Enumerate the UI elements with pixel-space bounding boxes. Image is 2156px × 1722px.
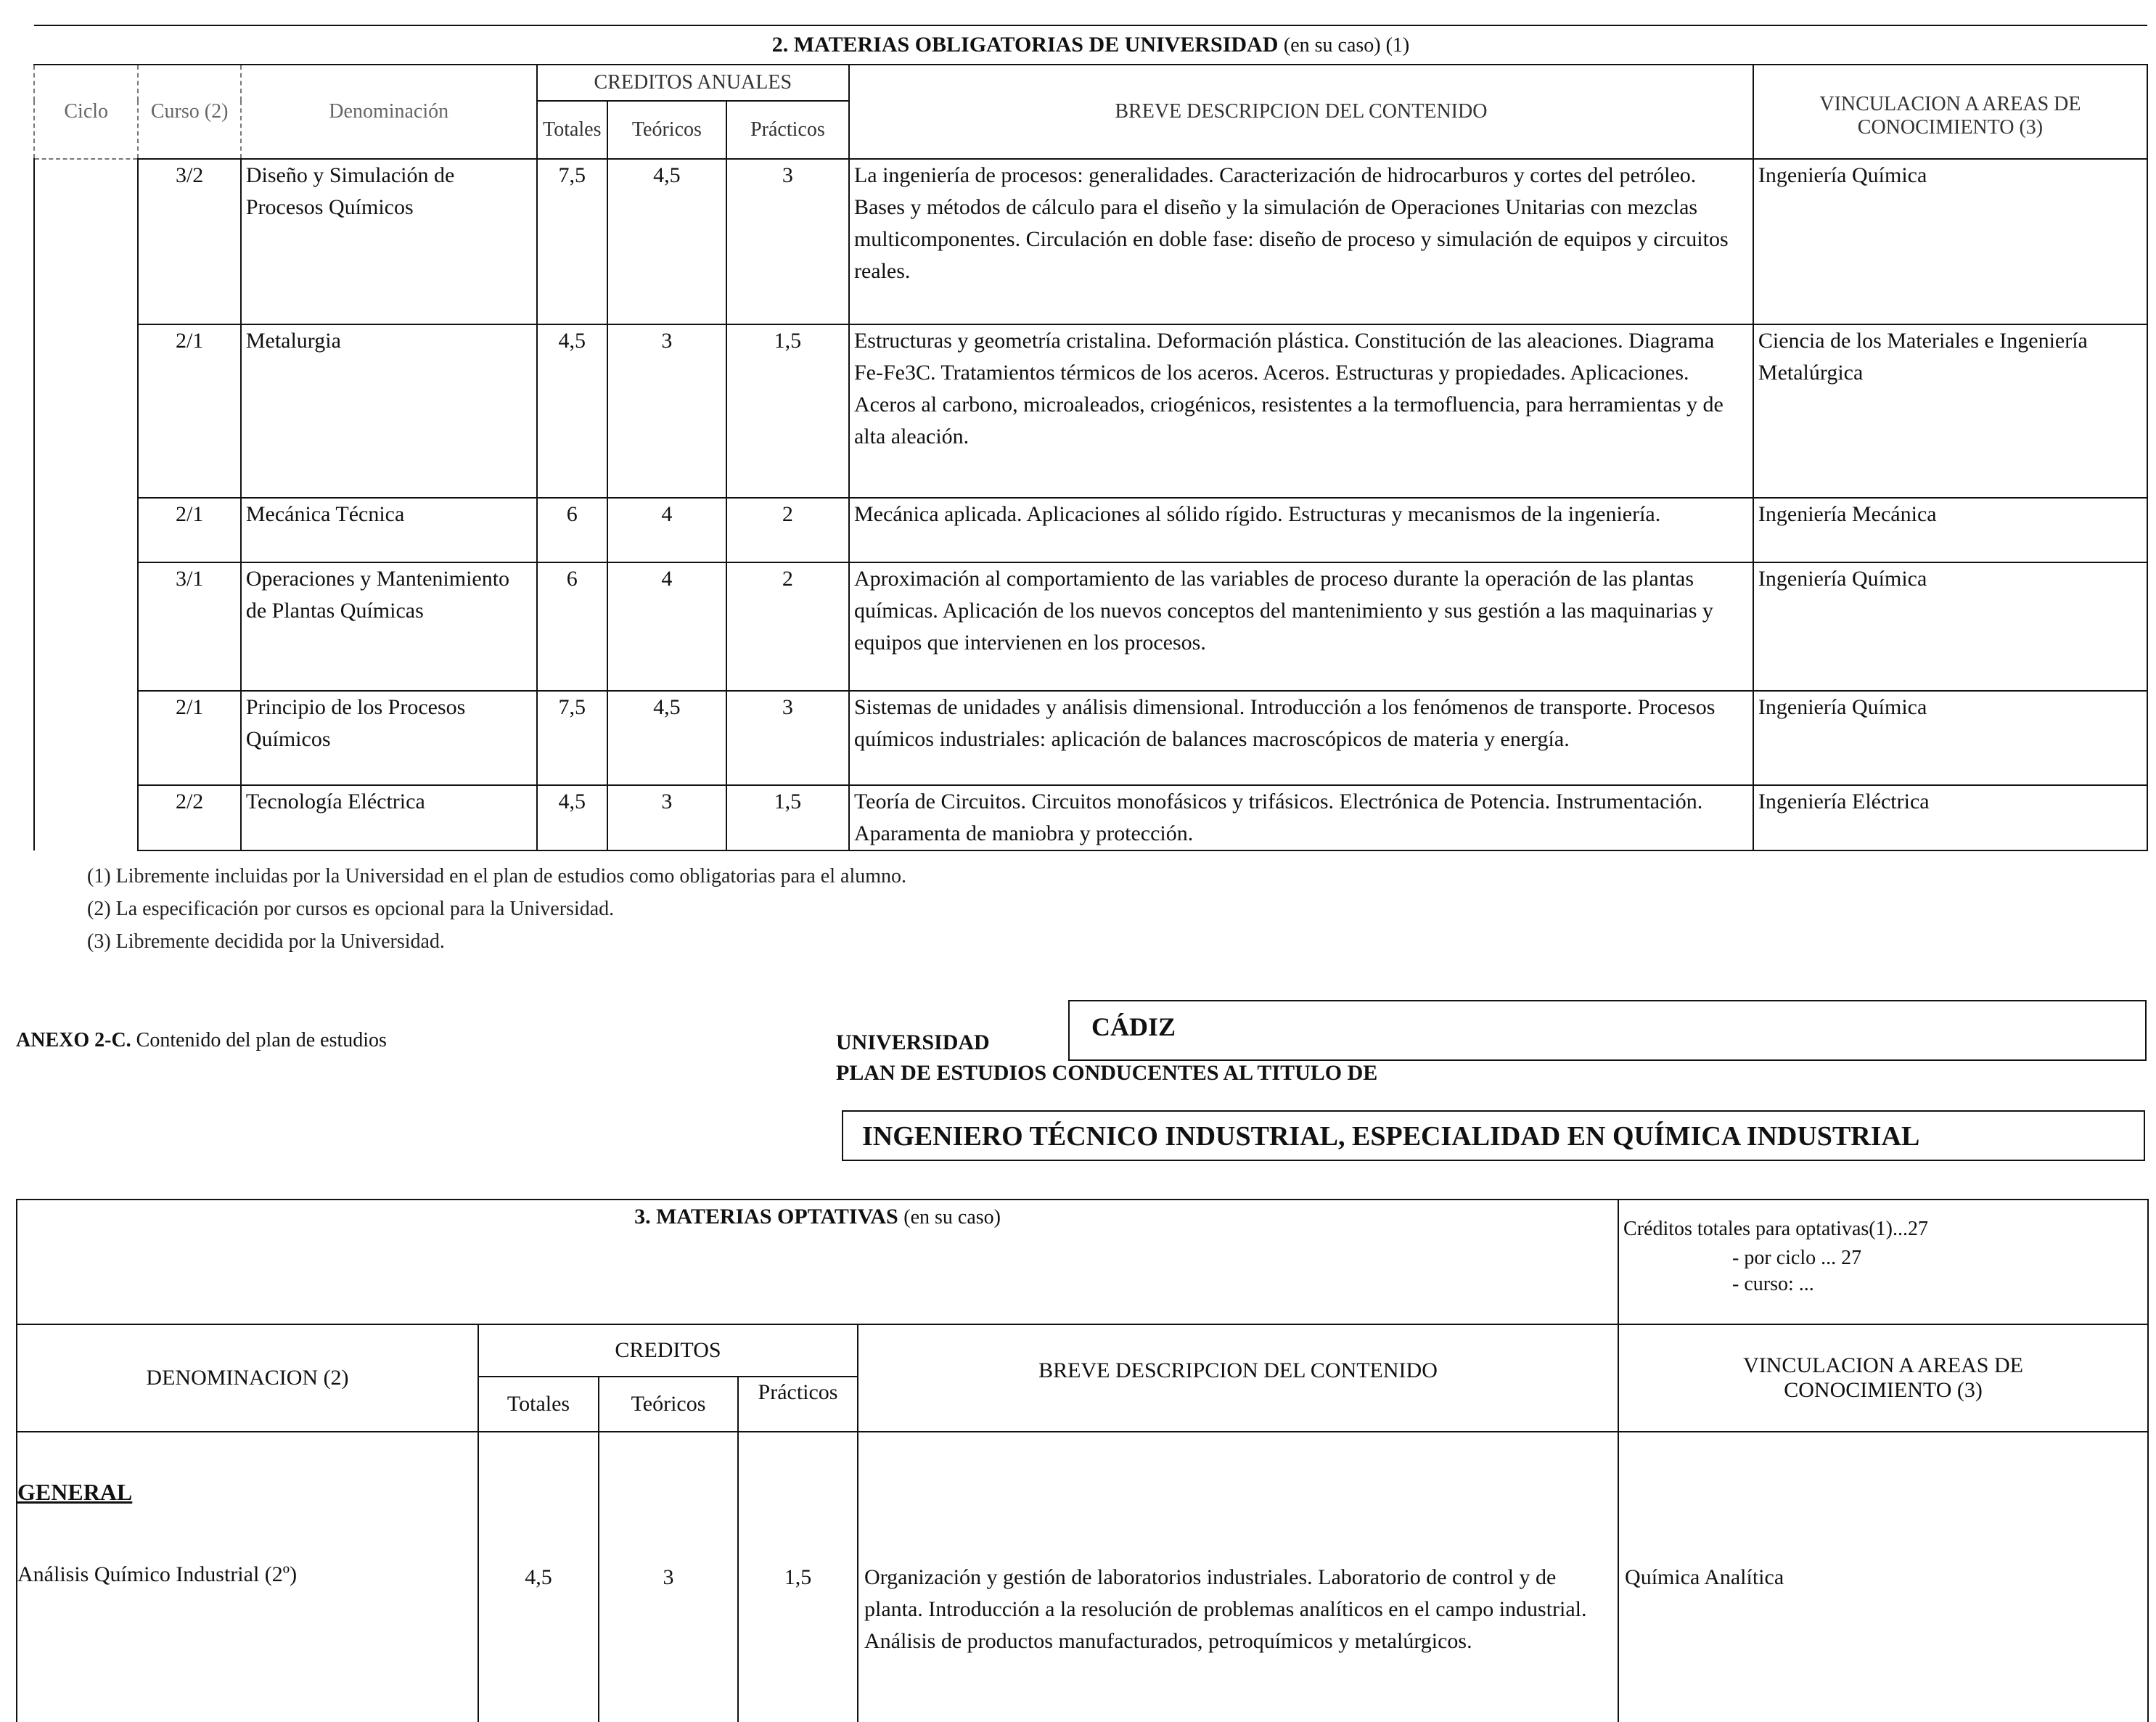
- curso-cell: 3/2: [138, 159, 240, 324]
- header-practicos: Prácticos: [738, 1377, 858, 1432]
- header-ciclo: Ciclo: [34, 65, 138, 159]
- vinculacion-cell: Ingeniería Química: [1753, 691, 2147, 785]
- universidad-box: [1068, 1000, 2147, 1061]
- vinculacion-cell: Ingeniería Mecánica: [1753, 498, 2147, 562]
- denominacion-cell: Principio de los Procesos Químicos: [241, 691, 537, 785]
- descripcion-cell: Teoría de Circuitos. Circuitos monofásicos y trifásicos. Electrónica de Potencia. Instrumentación. Aparamenta de maniobra y protección.: [849, 785, 1753, 850]
- totales-cell: 7,5: [537, 691, 607, 785]
- teoricos-cell: 4,5: [607, 159, 726, 324]
- table-row: [34, 562, 2147, 691]
- footnote-1: (1) Libremente incluidas por la Universidad en el plan de estudios como obligatorias para el alumno.: [87, 865, 906, 887]
- vinculacion-cell: Ingeniería Eléctrica: [1753, 785, 2147, 850]
- totales-cell: 4,5: [537, 324, 607, 498]
- descripcion-cell: Organización y gestión de laboratorios industriales. Laboratorio de control y de planta. Introducción a la resolución de problemas analíticos en el campo industrial. Análisis de productos manufacturados, petroquímicos y metalúrgicos.: [858, 1432, 1618, 1722]
- teoricos-cell: 4: [607, 498, 726, 562]
- header-teoricos: Teóricos: [599, 1377, 738, 1432]
- header-vinculacion: VINCULACION A AREAS DE CONOCIMIENTO (3): [1618, 1324, 2148, 1432]
- totales-cell: 4,5: [478, 1432, 599, 1722]
- header-descripcion: BREVE DESCRIPCION DEL CONTENIDO: [849, 65, 1753, 159]
- header-teoricos: Teóricos: [607, 101, 726, 159]
- practicos-cell: 1,5: [726, 324, 849, 498]
- universidad-label: UNIVERSIDAD: [836, 1030, 990, 1054]
- titulo-box: [842, 1110, 2145, 1161]
- section-title: 2. MATERIAS OBLIGATORIAS DE UNIVERSIDAD (en su caso) (1): [34, 25, 2147, 65]
- vinculacion-cell: Ciencia de los Materiales e Ingeniería Metalúrgica: [1753, 324, 2147, 498]
- practicos-cell: 1,5: [738, 1432, 858, 1722]
- teoricos-cell: 3: [599, 1432, 738, 1722]
- creditos-totales: Créditos totales para optativas(1)...27 - por ciclo ... 27 - curso: ...: [1618, 1200, 2148, 1324]
- anexo-label: ANEXO 2-C. Contenido del plan de estudios: [16, 1029, 387, 1051]
- table-row: [34, 498, 2147, 562]
- titulo-value: INGENIERO TÉCNICO INDUSTRIAL, ESPECIALIDAD EN QUÍMICA INDUSTRIAL: [862, 1121, 1920, 1152]
- practicos-cell: 2: [726, 498, 849, 562]
- header-totales: Totales: [478, 1377, 599, 1432]
- denominacion-cell: Diseño y Simulación de Procesos Químicos: [241, 159, 537, 324]
- section-title: 3. MATERIAS OPTATIVAS (en su caso): [17, 1200, 1618, 1324]
- row-denominacion: Análisis Químico Industrial (2º): [17, 1562, 298, 1586]
- teoricos-cell: 3: [607, 324, 726, 498]
- footnote-3: (3) Libremente decidida por la Universidad.: [87, 930, 445, 953]
- header-descripcion: BREVE DESCRIPCION DEL CONTENIDO: [858, 1324, 1618, 1432]
- table-row: [34, 159, 2147, 324]
- practicos-cell: 3: [726, 691, 849, 785]
- descripcion-cell: Mecánica aplicada. Aplicaciones al sólido rígido. Estructuras y mecanismos de la ingeniería.: [849, 498, 1753, 562]
- totales-cell: 6: [537, 498, 607, 562]
- table-row: [34, 691, 2147, 785]
- header-creditos-anuales: CREDITOS ANUALES: [537, 65, 849, 101]
- descripcion-cell: Sistemas de unidades y análisis dimensional. Introducción a los fenómenos de transporte. Procesos químicos industriales: aplicación de balances macroscópicos de materia y energía.: [849, 691, 1753, 785]
- group-label: GENERAL: [17, 1479, 133, 1505]
- vinculacion-cell: Química Analítica: [1618, 1432, 2148, 1722]
- header-curso: Curso (2): [138, 65, 240, 159]
- universidad-value: CÁDIZ: [1091, 1012, 1176, 1041]
- vinculacion-cell: Ingeniería Química: [1753, 159, 2147, 324]
- curso-cell: 3/1: [138, 562, 240, 691]
- table-row: [34, 785, 2147, 850]
- descripcion-cell: Estructuras y geometría cristalina. Deformación plástica. Constitución de las aleaciones. Diagrama Fe-Fe3C. Tratamientos térmicos de los aceros. Aceros. Estructuras y propiedades. Aplicaciones. Aceros al carbono, microaleados, criogénicos, resistentes a la termofluencia, para herramientas y de alta aleación.: [849, 324, 1753, 498]
- obligatorias-table: [33, 25, 2148, 851]
- header-vinculacion: VINCULACION A AREAS DE CONOCIMIENTO (3): [1753, 65, 2147, 159]
- table-row: [34, 324, 2147, 498]
- ciclo-cell: [34, 159, 138, 850]
- footnote-2: (2) La especificación por cursos es opcional para la Universidad.: [87, 898, 615, 920]
- curso-cell: 2/2: [138, 785, 240, 850]
- header-denominacion: Denominación: [241, 65, 537, 159]
- practicos-cell: 2: [726, 562, 849, 691]
- vinculacion-cell: Ingeniería Química: [1753, 562, 2147, 691]
- totales-cell: 6: [537, 562, 607, 691]
- denominacion-cell: Tecnología Eléctrica: [241, 785, 537, 850]
- teoricos-cell: 3: [607, 785, 726, 850]
- header-creditos: CREDITOS: [478, 1324, 858, 1377]
- header-totales: Totales: [537, 101, 607, 159]
- practicos-cell: 3: [726, 159, 849, 324]
- header-denominacion: DENOMINACION (2): [17, 1324, 478, 1432]
- curso-cell: 2/1: [138, 691, 240, 785]
- optativas-table: [16, 1199, 2149, 1722]
- curso-cell: 2/1: [138, 498, 240, 562]
- denominacion-cell: [17, 1432, 478, 1722]
- denominacion-cell: Operaciones y Mantenimiento de Plantas Químicas: [241, 562, 537, 691]
- denominacion-cell: Mecánica Técnica: [241, 498, 537, 562]
- totales-cell: 7,5: [537, 159, 607, 324]
- descripcion-cell: Aproximación al comportamiento de las variables de proceso durante la operación de las plantas químicas. Aplicación de los nuevos conceptos del mantenimiento y sus gestión a las maquinarias y equipos que intervienen en los procesos.: [849, 562, 1753, 691]
- denominacion-cell: Metalurgia: [241, 324, 537, 498]
- descripcion-cell: La ingeniería de procesos: generalidades. Caracterización de hidrocarburos y cortes del petróleo. Bases y métodos de cálculo para el diseño y la simulación de Operaciones Unitarias con mezclas multicomponentes. Circulación en doble fase: diseño de proceso y simulación de equipos y circuitos reales.: [849, 159, 1753, 324]
- plan-label: PLAN DE ESTUDIOS CONDUCENTES AL TITULO DE: [836, 1061, 1378, 1085]
- totales-cell: 4,5: [537, 785, 607, 850]
- curso-cell: 2/1: [138, 324, 240, 498]
- practicos-cell: 1,5: [726, 785, 849, 850]
- header-practicos: Prácticos: [726, 101, 849, 159]
- table-row: [17, 1432, 2148, 1722]
- teoricos-cell: 4,5: [607, 691, 726, 785]
- teoricos-cell: 4: [607, 562, 726, 691]
